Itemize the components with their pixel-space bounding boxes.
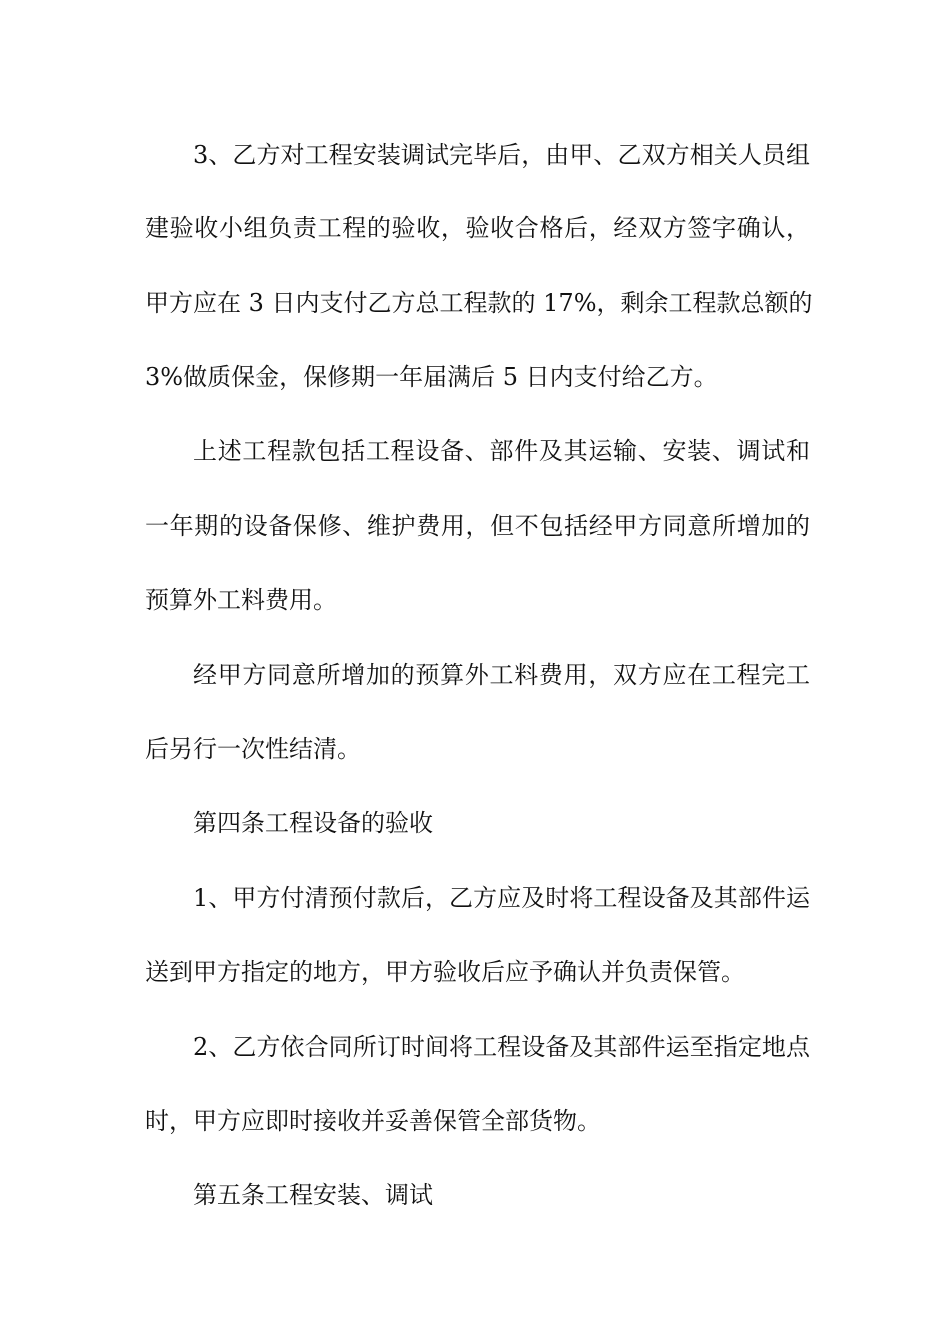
- paragraph-line: 经甲方同意所增加的预算外工料费用，双方应在工程完工: [193, 661, 810, 689]
- paragraph-line: 送到甲方指定的地方，甲方验收后应予确认并负责保管。: [145, 958, 745, 986]
- section-heading: 第五条工程安装、调试: [193, 1181, 433, 1209]
- paragraph-line: 一年期的设备保修、维护费用，但不包括经甲方同意所增加的: [145, 512, 810, 540]
- paragraph-line: 预算外工料费用。: [145, 586, 337, 614]
- paragraph-line: 3、乙方对工程安装调试完毕后，由甲、乙双方相关人员组: [193, 141, 810, 169]
- paragraph-line: 后另行一次性结清。: [145, 735, 361, 763]
- paragraph-line: 1、甲方付清预付款后，乙方应及时将工程设备及其部件运: [193, 884, 810, 912]
- section-heading: 第四条工程设备的验收: [193, 809, 433, 837]
- paragraph-line: 3%做质保金，保修期一年届满后 5 日内支付给乙方。: [145, 363, 718, 391]
- paragraph-line: 甲方应在 3 日内支付乙方总工程款的 17%，剩余工程款总额的: [145, 289, 813, 317]
- paragraph-line: 上述工程款包括工程设备、部件及其运输、安装、调试和: [193, 437, 810, 465]
- paragraph-line: 时，甲方应即时接收并妥善保管全部货物。: [145, 1107, 601, 1135]
- paragraph-line: 2、乙方依合同所订时间将工程设备及其部件运至指定地点: [193, 1033, 810, 1061]
- paragraph-line: 建验收小组负责工程的验收，验收合格后，经双方签字确认，: [145, 214, 810, 242]
